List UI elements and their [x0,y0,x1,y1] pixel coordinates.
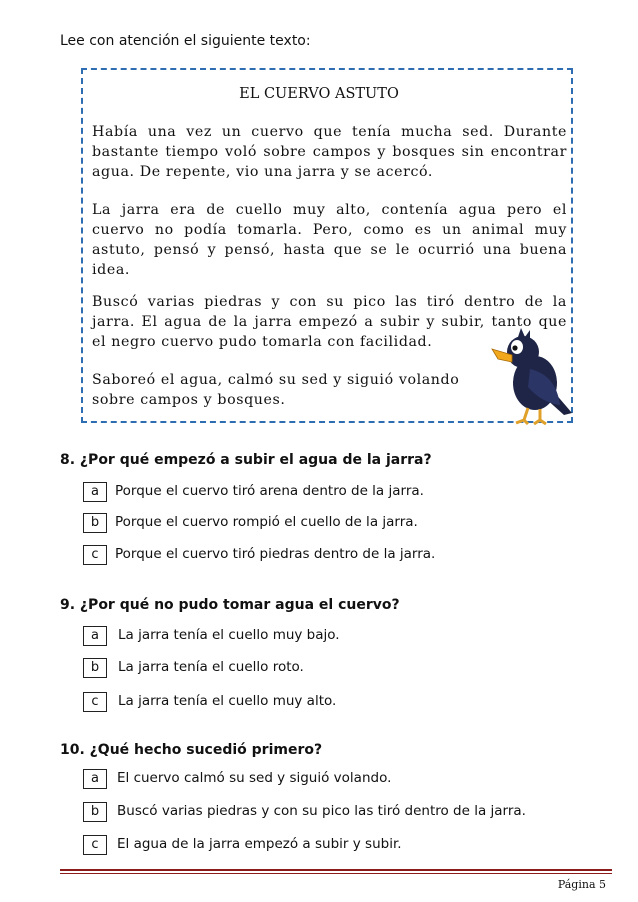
option-text-8b: Porque el cuervo rompió el cuello de la jarra. [115,514,418,530]
option-box-10a[interactable]: a [83,769,107,789]
question-9: 9. ¿Por qué no pudo tomar agua el cuervo? [60,597,400,613]
story-title: EL CUERVO ASTUTO [239,86,399,102]
story-paragraph-3: Buscó varias piedras y con su pico las tiró dentro de la jarra. El agua de la jarra empezó a subir y subir, tanto que el negro cuervo pudo tomarla con facilidad. [92,294,567,350]
instruction-text: Lee con atención el siguiente texto: [60,33,311,49]
footer-rule [60,869,612,871]
option-box-10c[interactable]: c [83,835,107,855]
crow-illustration [490,325,574,425]
option-text-8c: Porque el cuervo tiró piedras dentro de la jarra. [115,546,436,562]
option-text-10b: Buscó varias piedras y con su pico las tiró dentro de la jarra. [117,803,526,819]
option-box-8b[interactable]: b [83,513,107,533]
option-box-8c[interactable]: c [83,545,107,565]
option-box-9a[interactable]: a [83,626,107,646]
story-paragraph-2: La jarra era de cuello muy alto, contenía agua pero el cuervo no podía tomarla. Pero, como es un animal muy astuto, pensó y pensó, hasta que se le ocurrió una buena idea. [92,202,567,278]
option-box-10b[interactable]: b [83,802,107,822]
option-text-10a: El cuervo calmó su sed y siguió volando. [117,770,392,786]
footer-rule-thin [60,873,612,874]
option-text-9c: La jarra tenía el cuello muy alto. [118,693,337,709]
question-8: 8. ¿Por qué empezó a subir el agua de la jarra? [60,452,432,468]
option-box-9b[interactable]: b [83,658,107,678]
option-text-10c: El agua de la jarra empezó a subir y subir. [117,836,402,852]
option-text-9b: La jarra tenía el cuello roto. [118,659,304,675]
story-paragraph-4: Saboreó el agua, calmó su sed y siguió volando sobre campos y bosques. [92,372,460,408]
option-box-9c[interactable]: c [83,692,107,712]
question-10: 10. ¿Qué hecho sucedió primero? [60,742,323,758]
option-box-8a[interactable]: a [83,482,107,502]
option-text-9a: La jarra tenía el cuello muy bajo. [118,627,340,643]
option-text-8a: Porque el cuervo tiró arena dentro de la jarra. [115,483,424,499]
page-number: Página 5 [557,878,606,891]
story-paragraph-1: Había una vez un cuervo que tenía mucha sed. Durante bastante tiempo voló sobre campos y bosques sin encontrar agua. De repente, vio una jarra y se acercó. [92,124,567,180]
